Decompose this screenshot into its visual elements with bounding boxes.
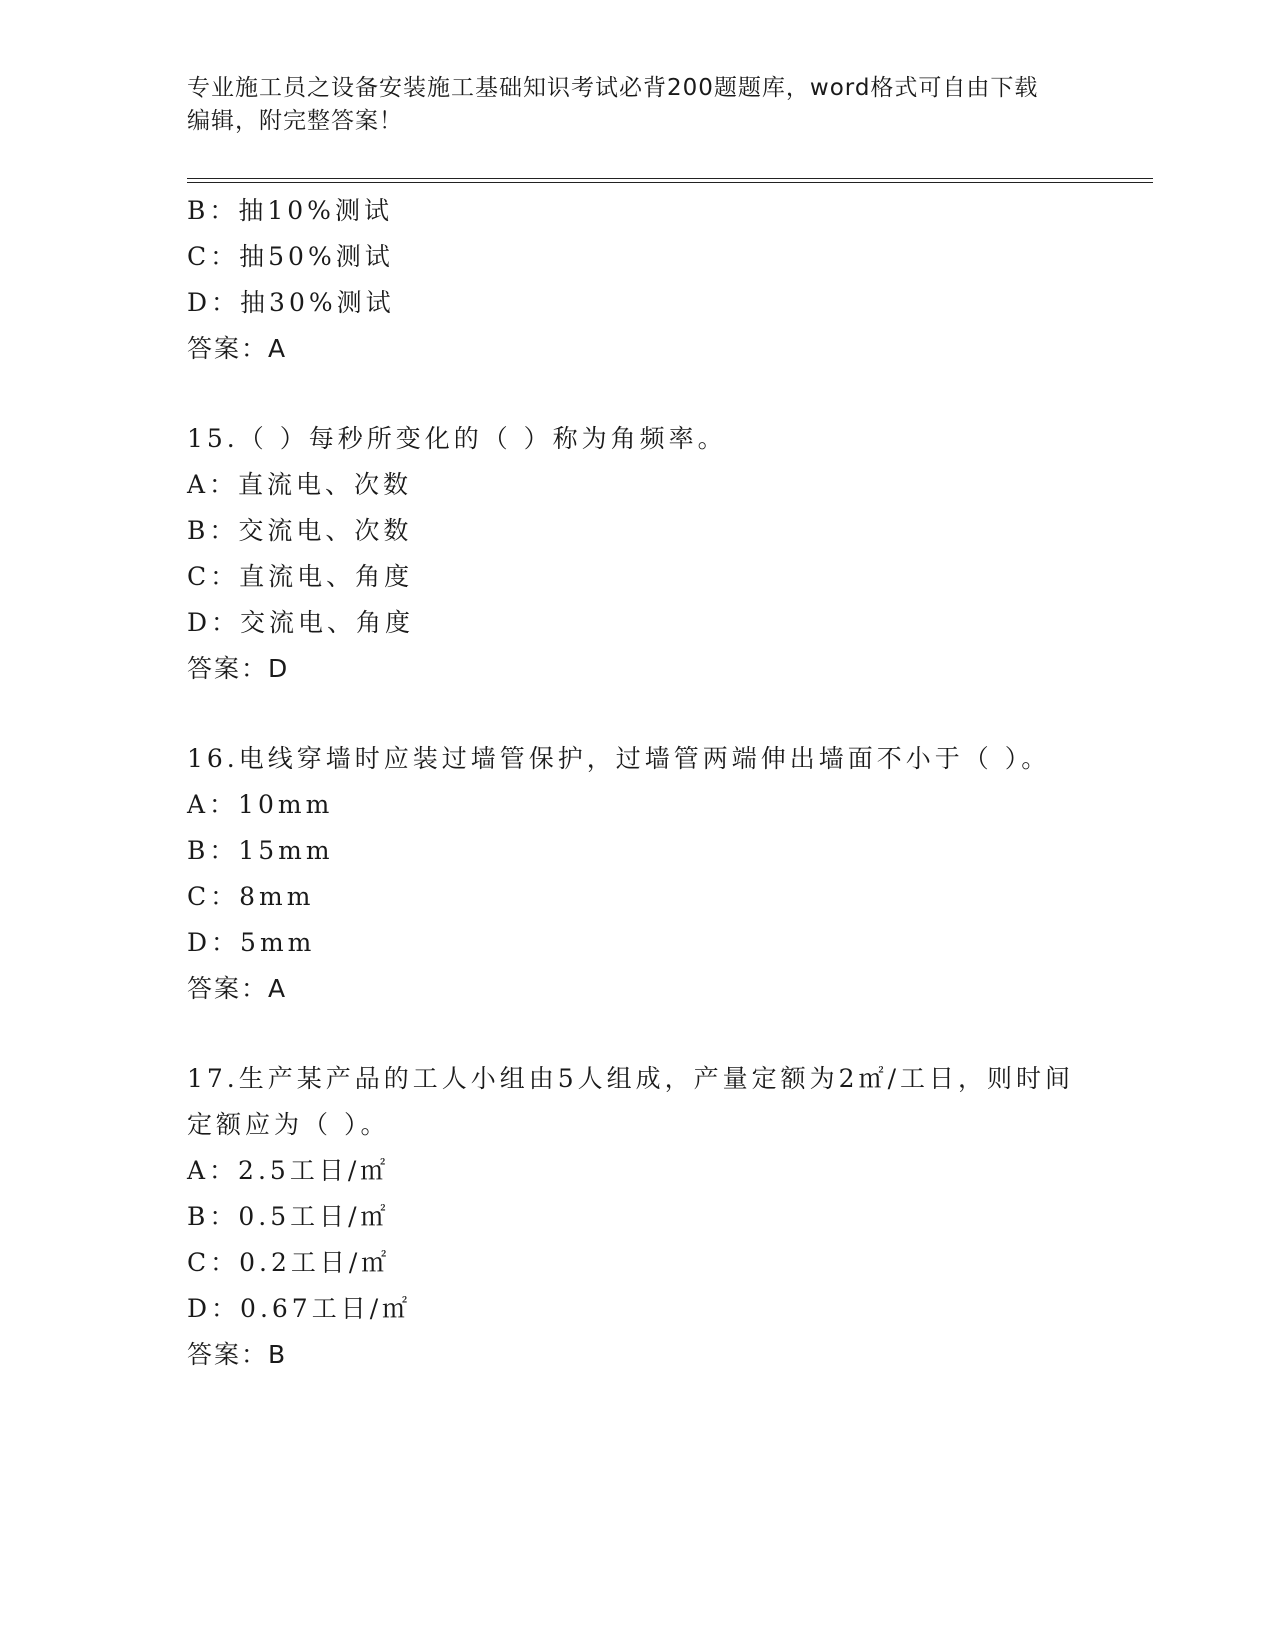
option-d: D：5mm xyxy=(187,928,316,957)
option-c: C：0.2工日/㎡ xyxy=(187,1248,391,1277)
question-16 xyxy=(187,736,1137,1012)
question-15 xyxy=(187,416,1137,692)
document-body xyxy=(187,188,1137,1378)
question-text-line-2: 定额应为（ ）。 xyxy=(187,1110,390,1139)
spacer xyxy=(187,372,1137,416)
spacer xyxy=(187,1012,1137,1056)
option-a: A：直流电、次数 xyxy=(187,470,413,499)
answer-line: 答案：B xyxy=(187,1340,288,1369)
option-b: B：15mm xyxy=(187,836,334,865)
answer-line: 答案：D xyxy=(187,654,290,683)
option-b: B：0.5工日/㎡ xyxy=(187,1202,390,1231)
option-c: C：8mm xyxy=(187,882,315,911)
header-divider xyxy=(187,178,1153,183)
option-c: C：直流电、角度 xyxy=(187,562,414,591)
option-d: D：交流电、角度 xyxy=(187,608,415,637)
answer-line: 答案：A xyxy=(187,974,288,1003)
question-text: 15.（ ）每秒所变化的（ ）称为角频率。 xyxy=(187,424,727,453)
spacer xyxy=(187,692,1137,736)
question-text: 16.电线穿墙时应装过墙管保护，过墙管两端伸出墙面不小于（ ）。 xyxy=(187,744,1051,773)
option-d: D：抽30%测试 xyxy=(187,288,395,317)
question-fragment xyxy=(187,188,1137,372)
option-a: A：2.5工日/㎡ xyxy=(187,1156,390,1185)
header-title-line-1: 专业施工员之设备安装施工基础知识考试必背200题题库，word格式可自由下载 xyxy=(187,75,1039,101)
question-17 xyxy=(187,1056,1137,1378)
option-c: C：抽50%测试 xyxy=(187,242,394,271)
header-title-line-2: 编辑，附完整答案！ xyxy=(187,108,403,134)
option-b: B：抽10%测试 xyxy=(187,196,393,225)
option-d: D：0.67工日/㎡ xyxy=(187,1294,412,1323)
question-text-line-1: 17.生产某产品的工人小组由5人组成，产量定额为2㎡/工日，则时间 xyxy=(187,1064,1074,1093)
option-a: A：10mm xyxy=(187,790,334,819)
answer-line: 答案：A xyxy=(187,334,288,363)
page-header xyxy=(187,72,1087,138)
option-b: B：交流电、次数 xyxy=(187,516,413,545)
